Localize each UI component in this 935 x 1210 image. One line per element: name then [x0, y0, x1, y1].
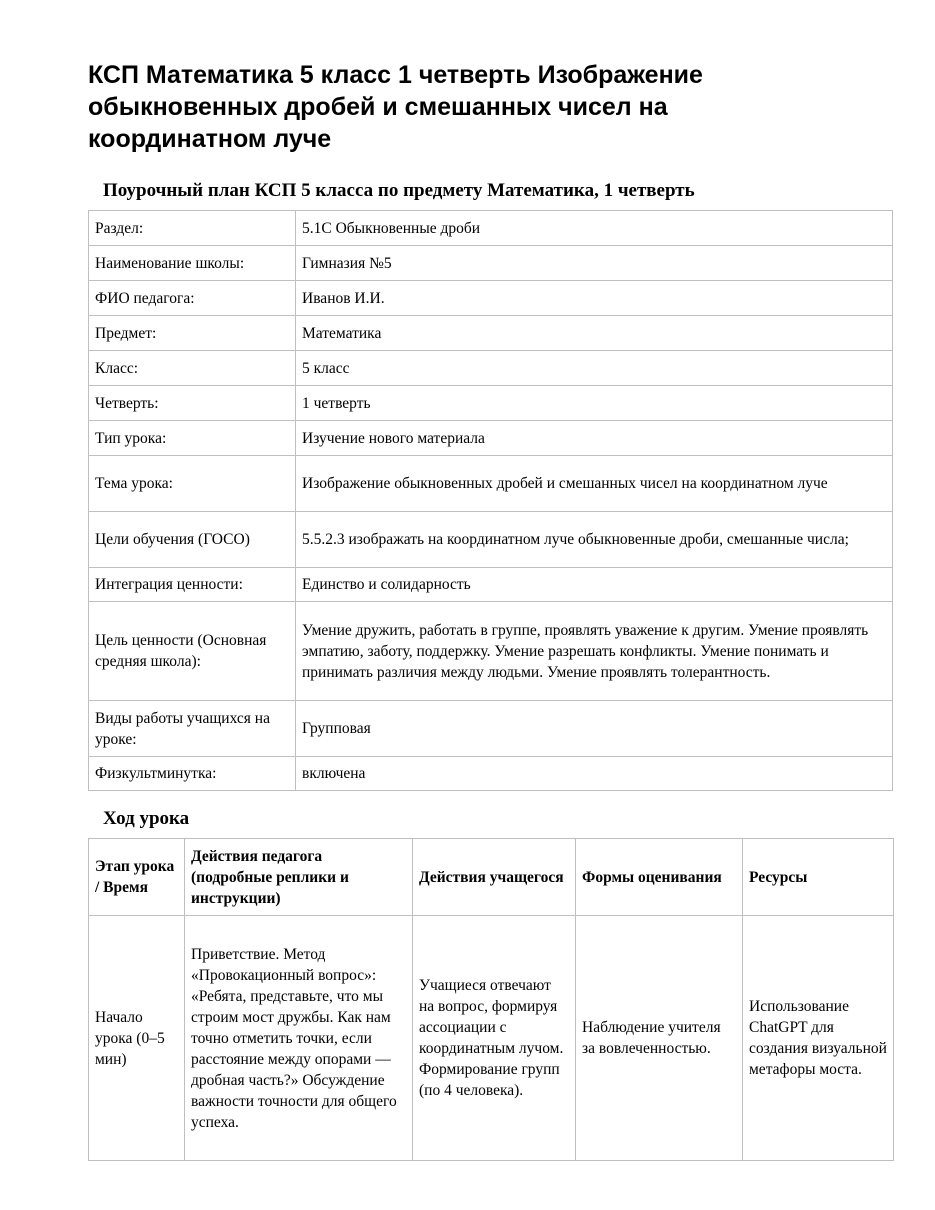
info-label: Цель ценности (Основная средняя школа):: [89, 602, 296, 701]
info-label: Виды работы учащихся на уроке:: [89, 701, 296, 757]
info-value: Изображение обыкновенных дробей и смешанных чисел на координатном луче: [296, 456, 893, 512]
resources-cell: Использование ChatGPT для создания визуальной метафоры моста.: [743, 916, 894, 1161]
table-row: [89, 456, 893, 512]
column-header-resources: Ресурсы: [743, 839, 894, 916]
info-label: Наименование школы:: [89, 246, 296, 281]
table-row: [89, 916, 894, 1161]
teacher-actions-cell: Приветствие. Метод «Провокационный вопрос»: «Ребята, представьте, что мы строим мост дружбы. Как нам точно отметить точки, если расстояние между опорами — дробная часть?» Обсуждение важности точности для общего успеха.: [185, 916, 413, 1161]
assessment-cell: Наблюдение учителя за вовлеченностью.: [576, 916, 743, 1161]
column-header-teacher: Действия педагога (подробные реплики и инструкции): [185, 839, 413, 916]
student-actions-cell: Учащиеся отвечают на вопрос, формируя ассоциации с координатным лучом. Формирование групп (по 4 человека).: [413, 916, 576, 1161]
lesson-flow-table: [88, 838, 894, 1161]
table-row: [89, 211, 893, 246]
table-row: [89, 602, 893, 701]
table-row: [89, 568, 893, 602]
info-label: Тема урока:: [89, 456, 296, 512]
stage-cell: Начало урока (0–5 мин): [89, 916, 185, 1161]
info-label: Предмет:: [89, 316, 296, 351]
table-row: [89, 757, 893, 791]
info-value: Гимназия №5: [296, 246, 893, 281]
column-header-stage: Этап урока / Время: [89, 839, 185, 916]
table-row: [89, 351, 893, 386]
table-row: [89, 281, 893, 316]
info-value: Иванов И.И.: [296, 281, 893, 316]
table-row: [89, 512, 893, 568]
plan-heading: Поурочный план КСП 5 класса по предмету Математика, 1 четверть: [103, 180, 695, 201]
info-value: 5.5.2.3 изображать на координатном луче обыкновенные дроби, смешанные числа;: [296, 512, 893, 568]
lesson-info-table: [88, 210, 893, 791]
table-row: [89, 316, 893, 351]
info-value: Единство и солидарность: [296, 568, 893, 602]
info-label: Интеграция ценности:: [89, 568, 296, 602]
info-value: 5.1С Обыкновенные дроби: [296, 211, 893, 246]
info-value: Умение дружить, работать в группе, проявлять уважение к другим. Умение проявлять эмпатию, заботу, поддержку. Умение разрешать конфликты. Умение понимать и принимать различия между людьми. Умение проявлять толерантность.: [296, 602, 893, 701]
info-value: Изучение нового материала: [296, 421, 893, 456]
table-row: [89, 421, 893, 456]
info-label: Физкультминутка:: [89, 757, 296, 791]
document-title: КСП Математика 5 класс 1 четверть Изображение обыкновенных дробей и смешанных чисел на координатном луче: [88, 61, 703, 153]
table-row: [89, 386, 893, 421]
info-value: 1 четверть: [296, 386, 893, 421]
info-label: Четверть:: [89, 386, 296, 421]
column-header-assessment: Формы оценивания: [576, 839, 743, 916]
info-label: Класс:: [89, 351, 296, 386]
info-label: ФИО педагога:: [89, 281, 296, 316]
info-label: Тип урока:: [89, 421, 296, 456]
table-header-row: [89, 839, 894, 916]
info-value: включена: [296, 757, 893, 791]
table-row: [89, 701, 893, 757]
info-label: Цели обучения (ГОСО): [89, 512, 296, 568]
info-value: 5 класс: [296, 351, 893, 386]
info-value: Групповая: [296, 701, 893, 757]
table-row: [89, 246, 893, 281]
info-value: Математика: [296, 316, 893, 351]
column-header-student: Действия учащегося: [413, 839, 576, 916]
info-label: Раздел:: [89, 211, 296, 246]
lesson-heading: Ход урока: [103, 808, 190, 829]
